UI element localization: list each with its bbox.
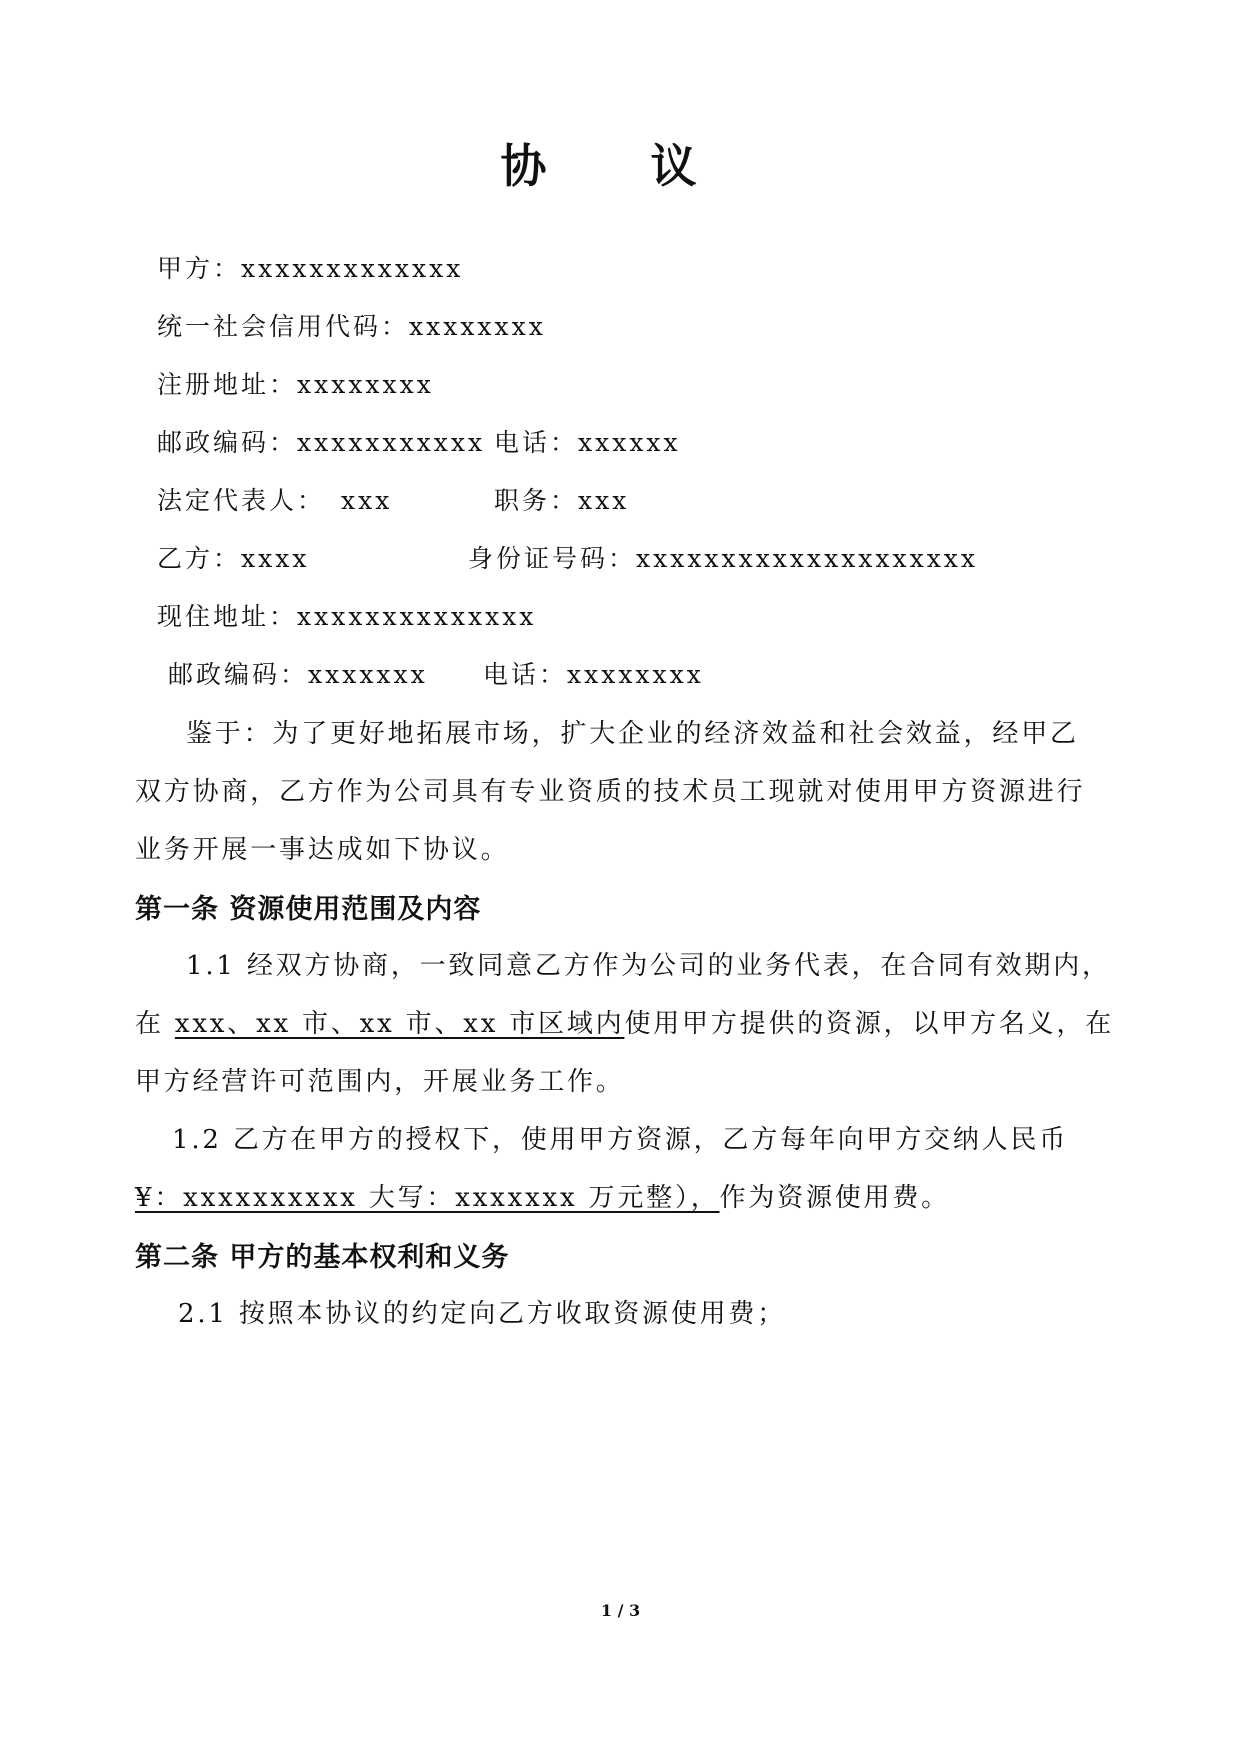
party-a-name-value: xxxxxxxxxxxxx [241, 254, 464, 283]
party-a-postcode-value: xxxxxxxxxxx [297, 428, 486, 457]
party-a-address-label: 注册地址： [157, 370, 298, 399]
party-b-name-field [157, 539, 309, 575]
clause-1-1-region: xxx、xx 市、xx 市、xx 市区域内 [174, 1009, 625, 1039]
party-b-postcode-field [168, 655, 428, 691]
party-a-name-row [157, 249, 463, 285]
clause-1-1-line-1: 1.1 经双方协商，一致同意乙方作为公司的业务代表，在合同有效期内， [186, 951, 1111, 981]
party-a-position-field [494, 481, 629, 517]
party-a-phone-label: 电话： [494, 428, 579, 457]
party-b-id-field [468, 539, 978, 575]
party-a-postcode-field [157, 423, 485, 459]
party-b-name-label: 乙方： [157, 544, 242, 573]
party-a-legal-rep-value: xxx [341, 486, 393, 515]
party-a-position-value: xxx [578, 486, 630, 515]
party-a-credit-code-value: xxxxxxxx [409, 312, 546, 341]
party-b-address-value: xxxxxxxxxxxxxx [297, 602, 537, 631]
party-a-name-label: 甲方： [157, 254, 242, 283]
party-a-address-row [157, 365, 434, 401]
party-b-postcode-label: 邮政编码： [168, 660, 309, 689]
party-b-postcode-value: xxxxxxx [308, 660, 428, 689]
document-title: 协 议 [500, 139, 741, 193]
party-a-credit-code-label: 统一社会信用代码： [157, 312, 410, 341]
party-a-address-value: xxxxxxxx [297, 370, 434, 399]
clause-1-2-line-2 [135, 1177, 950, 1214]
party-b-phone-value: xxxxxxxx [567, 660, 704, 689]
party-b-id-value: xxxxxxxxxxxxxxxxxxxx [636, 544, 978, 573]
article-2-heading: 第二条 甲方的基本权利和义务 [135, 1242, 510, 1273]
party-b-name-value: xxxx [241, 544, 310, 573]
party-a-postcode-label: 邮政编码： [157, 428, 298, 457]
party-a-position-label: 职务： [494, 486, 579, 515]
party-b-phone-label: 电话： [483, 660, 568, 689]
clause-2-1: 2.1 按照本协议的约定向乙方收取资源使用费； [178, 1299, 787, 1329]
party-a-credit-code-row [157, 307, 546, 343]
preamble-line-1: 鉴于：为了更好地拓展市场，扩大企业的经济效益和社会效益，经甲乙 [186, 719, 1079, 749]
party-a-legal-rep-field [157, 481, 392, 517]
article-1-heading: 第一条 资源使用范围及内容 [135, 894, 482, 925]
clause-1-1-suffix: 使用甲方提供的资源，以甲方名义，在 [624, 1009, 1115, 1039]
clause-1-2-amount: ¥：xxxxxxxxxx 大写：xxxxxxx 万元整）， [135, 1183, 720, 1213]
party-a-legal-rep-label: 法定代表人： [157, 486, 326, 515]
clause-1-1-prefix: 在 [135, 1009, 175, 1039]
party-b-id-label: 身份证号码： [468, 544, 637, 573]
clause-1-2-suffix: 作为资源使用费。 [719, 1183, 950, 1213]
clause-1-1-line-3: 甲方经营许可范围内，开展业务工作。 [135, 1067, 625, 1097]
clause-1-2-line-1: 1.2 乙方在甲方的授权下，使用甲方资源，乙方每年向甲方交纳人民币 [172, 1125, 1069, 1155]
page-number: 1 / 3 [600, 1601, 641, 1620]
preamble-line-3: 业务开展一事达成如下协议。 [135, 835, 510, 865]
clause-1-1-line-2 [135, 1003, 1114, 1040]
party-b-phone-field [483, 655, 704, 691]
party-a-phone-field [494, 423, 681, 459]
party-b-address-row [157, 597, 536, 633]
party-a-phone-value: xxxxxx [578, 428, 681, 457]
preamble-line-2: 双方协商，乙方作为公司具有专业资质的技术员工现就对使用甲方资源进行 [135, 777, 1086, 807]
party-b-address-label: 现住地址： [157, 602, 298, 631]
